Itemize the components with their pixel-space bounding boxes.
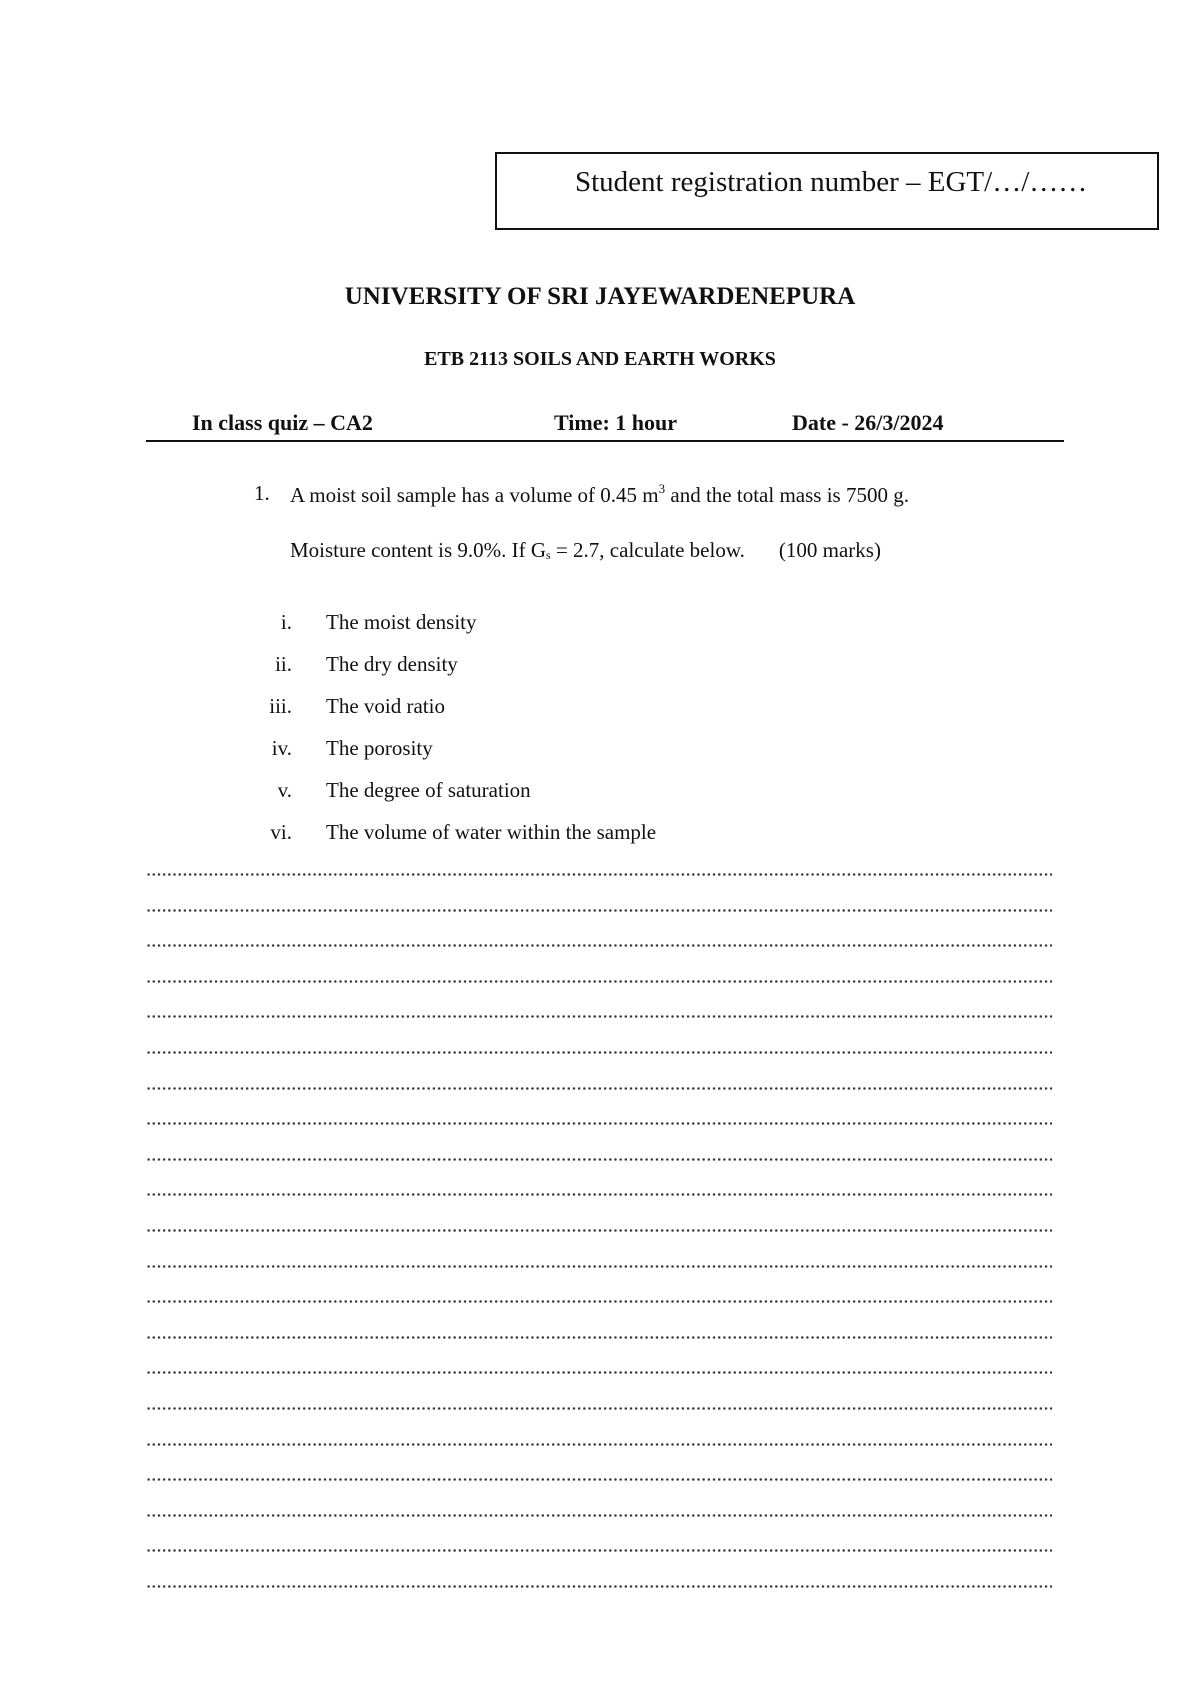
answer-line <box>146 909 1052 912</box>
sub-question <box>200 778 1000 806</box>
sub-question-number: iv. <box>271 736 292 760</box>
answer-line <box>146 980 1052 983</box>
sub-question-text: The porosity <box>326 736 433 760</box>
question-marks: (100 marks) <box>778 538 881 562</box>
answer-line <box>146 873 1052 876</box>
answer-line <box>146 1549 1052 1552</box>
answer-line <box>146 1051 1052 1054</box>
registration-number-label: Student registration number – EGT/…/…… <box>575 166 1088 198</box>
answer-line <box>146 1443 1052 1446</box>
answer-line <box>146 1158 1052 1161</box>
sub-question <box>200 820 1000 848</box>
quiz-date: Date - 26/3/2024 <box>792 410 944 435</box>
answer-line <box>146 1193 1052 1196</box>
question-text-part: and the total mass is 7500 g. <box>665 483 909 507</box>
answer-line <box>146 1371 1052 1374</box>
question-text-part: A moist soil sample has a volume of 0.45 m <box>290 483 659 507</box>
answer-line <box>146 1087 1052 1090</box>
sub-question-text: The moist density <box>326 610 477 634</box>
sub-question <box>200 736 1000 764</box>
sub-question-text: The dry density <box>326 652 458 676</box>
answer-line <box>146 1514 1052 1517</box>
answer-line <box>146 1122 1052 1125</box>
answer-line <box>146 1265 1052 1268</box>
answer-line <box>146 1229 1052 1232</box>
question-text-part: = 2.7, calculate below. <box>550 538 745 562</box>
university-title: UNIVERSITY OF SRI JAYEWARDENEPURA <box>344 283 856 310</box>
sub-question-number: vi. <box>270 820 292 844</box>
answer-line <box>146 1336 1052 1339</box>
answer-line <box>146 1585 1052 1588</box>
answer-line <box>146 1015 1052 1018</box>
sub-question-text: The degree of saturation <box>326 778 531 802</box>
sub-question-text: The volume of water within the sample <box>326 820 657 844</box>
quiz-time: Time: 1 hour <box>554 410 678 435</box>
sub-question-number: iii. <box>269 694 292 718</box>
sub-question <box>200 610 1000 638</box>
answer-line <box>146 1300 1052 1303</box>
sub-question <box>200 694 1000 722</box>
sub-question-number: i. <box>280 610 292 634</box>
gs-subscript: s <box>546 548 551 562</box>
unit-superscript: 3 <box>658 481 666 496</box>
answer-line <box>146 944 1052 947</box>
answer-line <box>146 1478 1052 1481</box>
course-title: ETB 2113 SOILS AND EARTH WORKS <box>424 348 776 370</box>
question-text-line1 <box>290 481 909 508</box>
registration-number-box <box>495 152 1159 230</box>
sub-question-number: v. <box>277 778 292 802</box>
quiz-title: In class quiz – CA2 <box>192 410 373 435</box>
question-number: 1. <box>254 481 270 505</box>
question-text-line2 <box>290 538 881 563</box>
question-text-part: Moisture content is 9.0%. If G <box>290 538 547 562</box>
answer-line <box>146 1407 1052 1410</box>
quiz-info-row <box>146 410 1064 442</box>
sub-question-number: ii. <box>275 652 292 676</box>
sub-question <box>200 652 1000 680</box>
sub-question-text: The void ratio <box>326 694 445 718</box>
